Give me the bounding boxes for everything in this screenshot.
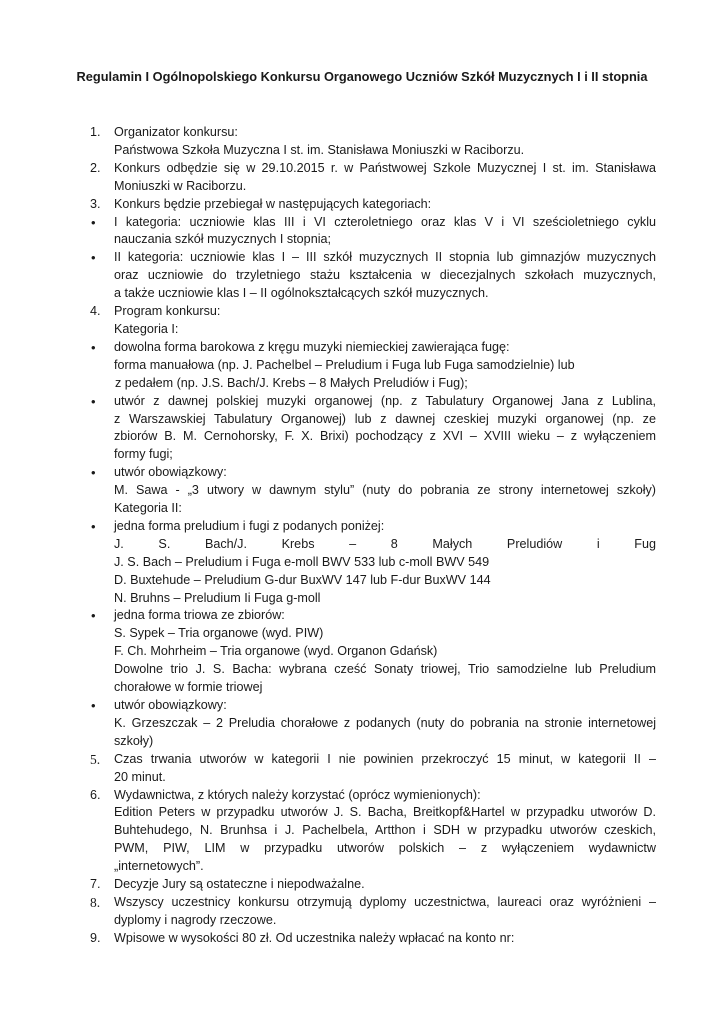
list-number: 1.	[90, 125, 101, 139]
bullet-marker: •	[91, 518, 96, 534]
list-item	[0, 787, 724, 877]
list-item-line: formy fugi;	[114, 447, 173, 462]
list-item-line: z Warszawskiej Tabulatury Organowej) lub z dawnej czeskiej muzyki organowej (np. ze	[114, 411, 656, 426]
list-item	[0, 751, 724, 787]
list-item-line: Wpisowe w wysokości 80 zł. Od uczestnika należy wpłacać na konto nr:	[114, 930, 515, 945]
list-item-line: K. Grzeszczak – 2 Preludia chorałowe z podanych (nuty do pobrania na stronie internetowej	[114, 715, 656, 730]
bullet-marker: •	[91, 393, 96, 409]
list-item	[0, 124, 724, 160]
list-item-line: jedna forma triowa ze zbiorów:	[114, 608, 285, 623]
list-number: 7.	[90, 877, 101, 892]
list-number: 9.	[90, 930, 101, 945]
list-item-line: a także uczniowie klas I – II ogólnokształcących szkół muzycznych.	[114, 286, 489, 301]
list-item-line: szkoły)	[114, 733, 154, 748]
list-item-line: Organizator konkursu:	[114, 125, 238, 139]
list-item-line: M. Sawa - „3 utwory w dawnym stylu” (nuty do pobrania ze strony internetowej szkoły)	[114, 483, 656, 498]
list-item-line: jedna forma preludium i fugi z podanych poniżej:	[114, 518, 385, 533]
list-item-line: PWM, PIW, LIM w przypadku utworów polskich – z wyłączeniem wydawnictw	[114, 841, 656, 856]
list-item-line: Edition Peters w przypadku utworów J. S. Bacha, Breitkopf&Hartel w przypadku utworów D.	[114, 805, 656, 820]
list-item-line: zbiorów B. M. Cernohorsky, F. X. Brixi) pochodzący z XVI – XVIII wieku – z wyłączeniem	[114, 429, 656, 444]
list-item-line: utwór obowiązkowy:	[114, 465, 227, 480]
list-item	[0, 393, 724, 465]
list-item-line: dyplomy i nagrody rzeczowe.	[114, 912, 277, 927]
bullet-marker: •	[91, 250, 96, 266]
list-item-line: Decyzje Jury są ostateczne i niepodważalne.	[114, 877, 365, 892]
list-number: 5.	[90, 751, 101, 767]
list-number: 2.	[90, 160, 101, 175]
list-item-line: Kategoria I:	[114, 321, 179, 336]
list-number: 6.	[90, 787, 101, 802]
list-item-line: S. Sypek – Tria organowe (wyd. PIW)	[114, 626, 324, 641]
list-item-line: Buhtehudego, N. Brunhsa i J. Pachelbela, Artthon i SDH w przypadku utworów czeskich,	[114, 823, 656, 838]
bullet-marker: •	[91, 465, 96, 481]
list-item	[0, 930, 724, 948]
list-item	[0, 464, 724, 518]
list-item	[0, 339, 724, 393]
list-item	[0, 518, 724, 608]
list-item-line: nauczania szkół muzycznych I stopnia;	[114, 232, 331, 247]
list-item-line: Program konkursu:	[114, 304, 221, 319]
list-item-line: forma manuałowa (np. J. Pachelbel – Preludium i Fuga lub Fuga samodzielnie) lub	[114, 357, 575, 372]
list-item-line: 20 minut.	[114, 769, 166, 784]
list-item-line: Wszyscy uczestnicy konkursu otrzymują dyplomy uczestnictwa, laureaci oraz wyróżnieni –	[114, 894, 656, 909]
list-item-line: J. S. Bach/J. Krebs – 8 Małych Preludiów i Fug	[114, 536, 656, 551]
list-item-line: Kategoria II:	[114, 501, 182, 516]
list-item-line: utwór obowiązkowy:	[114, 698, 227, 712]
list-item	[0, 876, 724, 894]
list-item-line: Wydawnictwa, z których należy korzystać (oprócz wymienionych):	[114, 787, 481, 802]
list-number: 4.	[90, 304, 101, 319]
list-item-line: F. Ch. Mohrheim – Tria organowe (wyd. Organon Gdańsk)	[114, 644, 438, 659]
list-item-line: Moniuszki w Raciborzu.	[114, 178, 247, 193]
list-item-line: D. Buxtehude – Preludium G-dur BuxWV 147 lub F-dur BuxWV 144	[114, 572, 491, 587]
bullet-marker: •	[91, 608, 96, 624]
list-item-line: Dowolne trio J. S. Bacha: wybrana cześć Sonaty triowej, Trio samodzielne lub Preludium	[114, 662, 656, 677]
list-item	[0, 249, 724, 303]
list-item-line: z pedałem (np. J.S. Bach/J. Krebs – 8 Małych Preludiów i Fug);	[115, 375, 468, 390]
list-item-line: Konkurs odbędzie się w 29.10.2015 r. w Państwowej Szkole Muzycznej I st. im. Stanisława	[114, 160, 656, 175]
list-item	[0, 697, 724, 751]
bullet-marker: •	[91, 214, 96, 230]
list-item-line: II kategoria: uczniowie klas I – III szkół muzycznych II stopnia lub gimnazjów muzycznych	[114, 250, 656, 265]
bullet-marker: •	[91, 698, 96, 713]
list-item-line: utwór z dawnej polskiej muzyki organowej (np. z Tabulatury Organowej Jana z Lublina,	[114, 393, 656, 408]
list-item-line: „internetowych”.	[114, 859, 204, 874]
list-item-line: J. S. Bach – Preludium i Fuga e-moll BWV 533 lub c-moll BWV 549	[114, 554, 490, 569]
list-item-line: Czas trwania utworów w kategorii I nie powinien przekroczyć 15 minut, w kategorii II –	[114, 751, 656, 766]
list-item-line: I kategoria: uczniowie klas III i VI czteroletniego oraz klas V i VI sześcioletniego cyklu	[114, 214, 656, 229]
regulations-list	[0, 124, 724, 948]
list-item-line: dowolna forma barokowa z kręgu muzyki niemieckiej zawierająca fugę:	[114, 339, 510, 354]
list-item-line: N. Bruhns – Preludium Ii Fuga g-moll	[114, 590, 321, 605]
list-item-line: chorałowe w formie triowej	[114, 680, 263, 695]
bullet-marker: •	[91, 339, 96, 355]
list-item-line: Państwowa Szkoła Muzyczna I st. im. Stanisława Moniuszki w Raciborzu.	[114, 142, 525, 157]
list-item	[0, 607, 724, 697]
list-item	[0, 303, 724, 339]
list-item-line: oraz uczniowie do trzyletniego stażu kształcenia w diecezjalnych szkołach muzycznych,	[114, 268, 656, 283]
document-title: Regulamin I Ogólnopolskiego Konkursu Organowego Uczniów Szkół Muzycznych I i II stopnia	[76, 69, 648, 84]
list-item	[0, 894, 724, 930]
list-item	[0, 196, 724, 214]
list-item	[0, 214, 724, 250]
list-number: 3.	[90, 196, 101, 211]
list-number: 8.	[90, 894, 101, 910]
list-item-line: Konkurs będzie przebiegał w następujących kategoriach:	[114, 196, 432, 211]
list-item	[0, 160, 724, 196]
